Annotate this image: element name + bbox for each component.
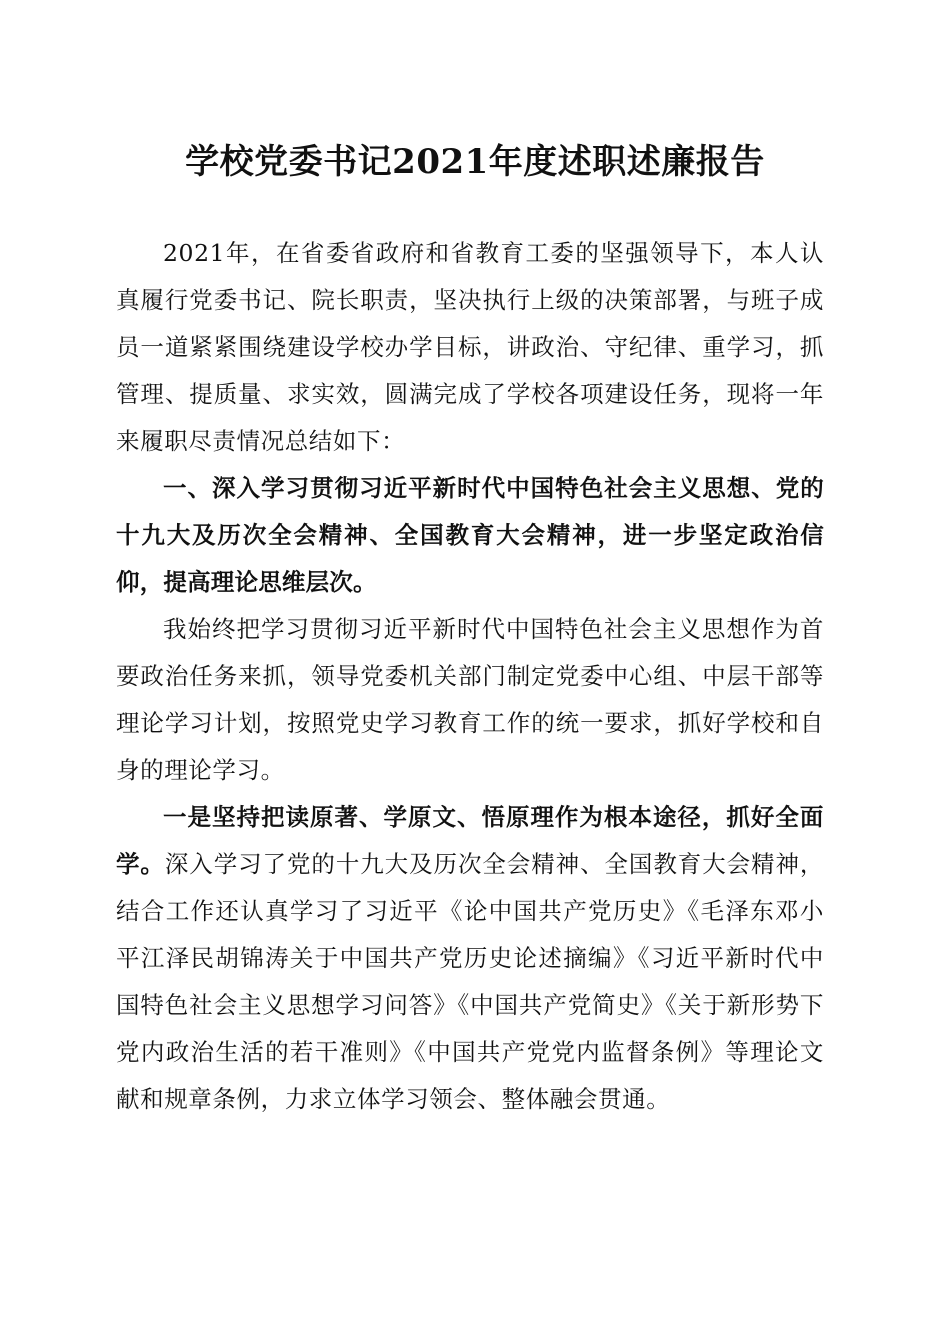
document-title: 学校党委书记2021年度述职述廉报告 xyxy=(185,142,765,182)
document-body xyxy=(116,230,824,1123)
point-1-lead: 一是坚持把读原著、学原文、悟原理作为根本途径，抓好全面学。 xyxy=(116,803,824,878)
point-1-paragraph xyxy=(116,794,824,1123)
section-heading-1: 一、深入学习贯彻习近平新时代中国特色社会主义思想、党的十九大及历次全会精神、全国教育大会精神，进一步坚定政治信仰，提高理论思维层次。 xyxy=(116,474,824,596)
section-1-paragraph: 我始终把学习贯彻习近平新时代中国特色社会主义思想作为首要政治任务来抓，领导党委机关部门制定党委中心组、中层干部等理论学习计划，按照党史学习教育工作的统一要求，抓好学校和自身的理论学习。 xyxy=(116,615,824,784)
point-1-body: 深入学习了党的十九大及历次全会精神、全国教育大会精神，结合工作还认真学习了习近平《论中国共产党历史》《毛泽东邓小平江泽民胡锦涛关于中国共产党历史论述摘编》《习近平新时代中国特色社会主义思想学习问答》《中国共产党简史》《关于新形势下党内政治生活的若干准则》《中国共产党党内监督条例》等理论文献和规章条例，力求立体学习领会、整体融会贯通。 xyxy=(116,850,825,1113)
intro-paragraph: 2021年，在省委省政府和省教育工委的坚强领导下，本人认真履行党委书记、院长职责，坚决执行上级的决策部署，与班子成员一道紧紧围绕建设学校办学目标，讲政治、守纪律、重学习，抓管理、提质量、求实效，圆满完成了学校各项建设任务，现将一年来履职尽责情况总结如下： xyxy=(116,239,824,455)
